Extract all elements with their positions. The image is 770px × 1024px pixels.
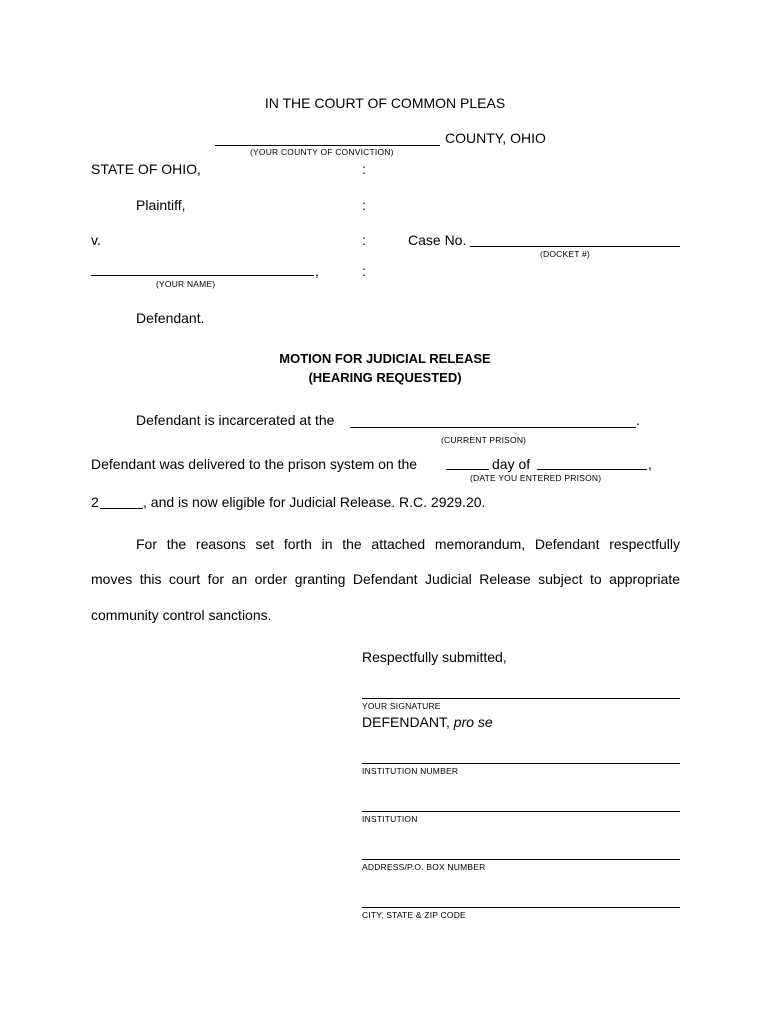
- defendant-name-blank[interactable]: [91, 275, 314, 276]
- delivery-day-blank[interactable]: [446, 469, 489, 470]
- plaintiff-name: STATE OF OHIO,: [91, 161, 201, 177]
- caption-colon-2: :: [362, 197, 366, 213]
- delivered-end: ,: [648, 456, 652, 472]
- delivery-year-blank[interactable]: [100, 508, 143, 509]
- delivery-month-blank[interactable]: [537, 469, 647, 470]
- your-signature-caption: YOUR SIGNATURE: [362, 701, 441, 711]
- caption-colon-3: :: [362, 232, 366, 248]
- motion-subtitle: (HEARING REQUESTED): [308, 370, 462, 385]
- day-of-label: day of: [492, 456, 531, 472]
- incarcerated-end: .: [636, 412, 640, 428]
- defendant-comma: ,: [315, 263, 319, 279]
- court-heading: IN THE COURT OF COMMON PLEAS: [264, 95, 506, 111]
- your-name-caption: (YOUR NAME): [156, 279, 216, 289]
- reasons-line-2: moves this court for an order granting Defendant Judicial Release subject to appropriate: [91, 571, 680, 587]
- city-state-zip-blank[interactable]: [362, 907, 680, 908]
- county-caption: (YOUR COUNTY OF CONVICTION): [250, 147, 394, 157]
- caption-colon-1: :: [362, 161, 366, 177]
- motion-title: MOTION FOR JUDICIAL RELEASE: [279, 351, 491, 366]
- case-no-label: Case No.: [408, 232, 467, 248]
- institution-blank[interactable]: [362, 811, 680, 812]
- reasons-line-1: For the reasons set forth in the attached memorandum, Defendant respectfully: [136, 536, 680, 552]
- respectfully-submitted: Respectfully submitted,: [362, 649, 507, 665]
- plaintiff-label: Plaintiff,: [136, 197, 186, 213]
- date-entered-caption: (DATE YOU ENTERED PRISON): [470, 473, 602, 483]
- docket-caption: (DOCKET #): [540, 249, 591, 259]
- incarcerated-text: Defendant is incarcerated at the: [136, 412, 335, 428]
- current-prison-caption: (CURRENT PRISON): [441, 435, 527, 445]
- county-blank[interactable]: [215, 145, 440, 146]
- pro-se-italic: pro se: [453, 714, 493, 730]
- institution-number-blank[interactable]: [362, 763, 680, 764]
- signature-blank[interactable]: [362, 698, 680, 699]
- address-blank[interactable]: [362, 859, 680, 860]
- institution-number-caption: INSTITUTION NUMBER: [362, 766, 459, 776]
- defendant-pro-se: [362, 714, 493, 730]
- city-state-zip-caption: CITY, STATE & ZIP CODE: [362, 910, 466, 920]
- defendant-label: Defendant.: [136, 310, 205, 326]
- caption-colon-4: :: [362, 263, 366, 279]
- address-caption: ADDRESS/P.O. BOX NUMBER: [362, 862, 486, 872]
- reasons-line-3: community control sanctions.: [91, 607, 272, 623]
- institution-caption: INSTITUTION: [362, 814, 418, 824]
- current-prison-blank[interactable]: [350, 427, 636, 428]
- year-prefix: 2: [91, 494, 99, 510]
- delivered-text: Defendant was delivered to the prison system on the: [91, 456, 418, 472]
- versus-label: v.: [91, 232, 101, 248]
- case-number-blank[interactable]: [470, 246, 680, 247]
- county-suffix: COUNTY, OHIO: [445, 130, 546, 146]
- defendant-caps: DEFENDANT,: [362, 714, 450, 730]
- eligible-text: , and is now eligible for Judicial Release. R.C. 2929.20.: [143, 494, 486, 510]
